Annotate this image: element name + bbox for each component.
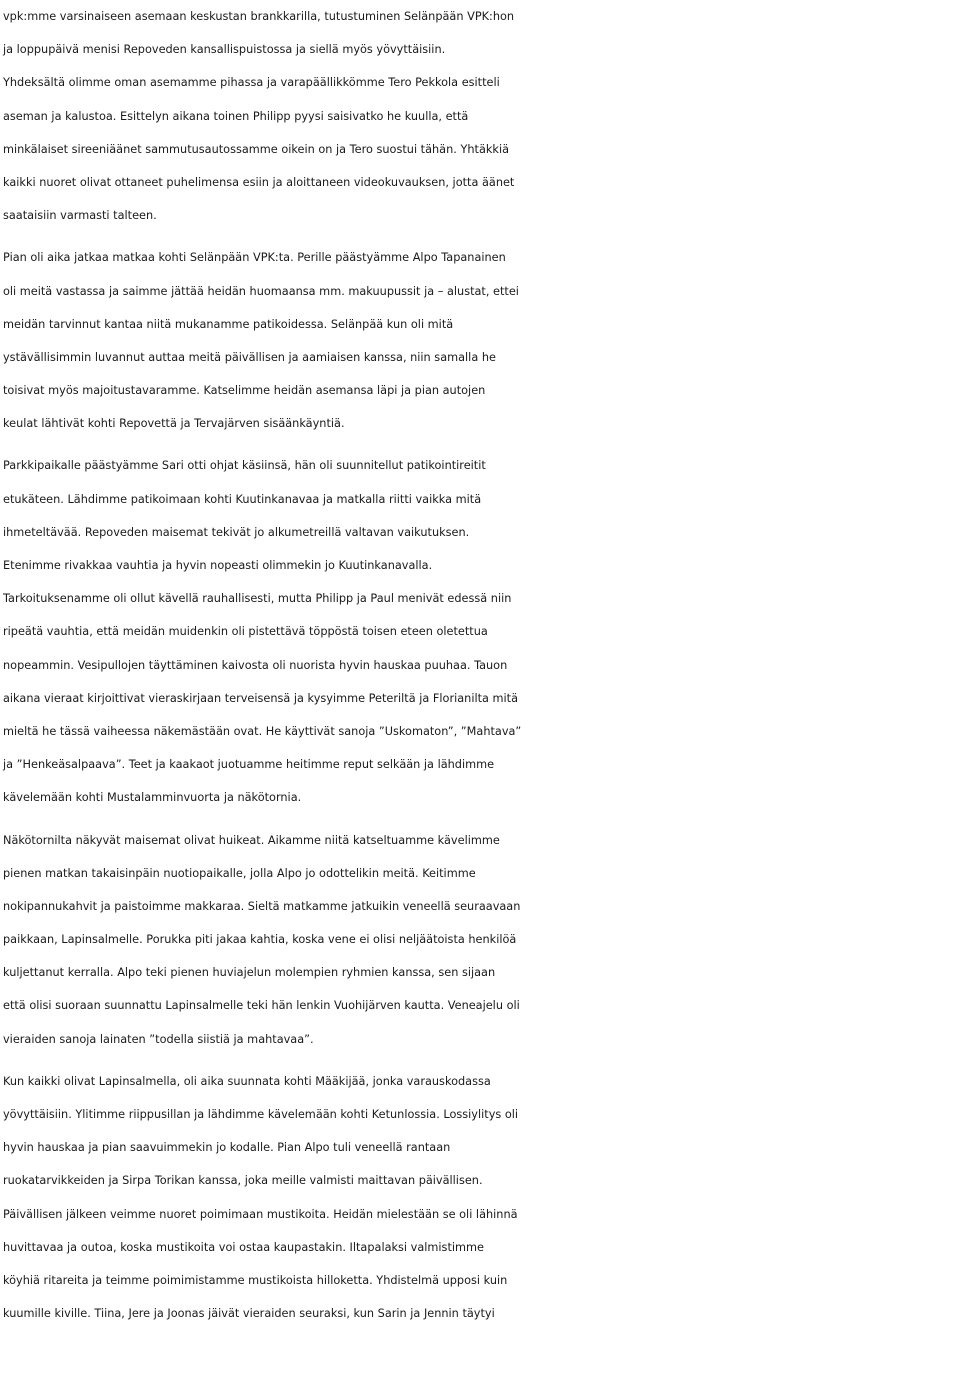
text-line: että olisi suoraan suunnattu Lapinsalmelle teki hän lenkin Vuohijärven kautta. Veneajelu oli bbox=[3, 999, 520, 1013]
text-line: hyvin hauskaa ja pian saavuimmekin jo kodalle. Pian Alpo tuli veneellä rantaan bbox=[3, 1141, 451, 1155]
text-line: aseman ja kalustoa. Esittelyn aikana toinen Philipp pyysi saisivatko he kuulla, että bbox=[3, 109, 469, 123]
paragraph bbox=[3, 241, 959, 440]
text-line: etukäteen. Lähdimme patikoimaan kohti Kuutinkanavaa ja matkalla riitti vaikka mitä bbox=[3, 492, 482, 506]
text-line: Yhdeksältä olimme oman asemamme pihassa ja varapäällikkömme Tero Pekkola esitteli bbox=[3, 76, 500, 90]
text-line: kuumille kiville. Tiina, Jere ja Joonas jäivät vieraiden seuraksi, kun Sarin ja Jennin täytyi bbox=[3, 1307, 495, 1321]
text-line: minkälaiset sireeniäänet sammutusautossamme oikein on ja Tero suostui tähän. Yhtäkkiä bbox=[3, 142, 510, 156]
text-line: ja ”Henkeäsalpaava”. Teet ja kaakaot juotuamme heitimme reput selkään ja lähdimme bbox=[3, 758, 495, 772]
paragraph-spacer bbox=[3, 440, 959, 449]
document-body bbox=[3, 0, 959, 1330]
text-line: yövyttäisiin. Ylitimme riippusillan ja lähdimme kävelemään kohti Ketunlossia. Lossiylitys oli bbox=[3, 1108, 519, 1121]
text-line: meidän tarvinnut kantaa niitä mukanamme patikoidessa. Selänpää kun oli mitä bbox=[3, 317, 454, 331]
paragraph-spacer bbox=[3, 1056, 959, 1065]
text-line: Parkkipaikalle päästyämme Sari otti ohjat käsiinsä, hän oli suunnitellut patikointireitit bbox=[3, 459, 486, 473]
paragraph-spacer bbox=[3, 232, 959, 241]
paragraph-spacer bbox=[3, 815, 959, 824]
text-line: kaikki nuoret olivat ottaneet puhelimensa esiin ja aloittaneen videokuvauksen, jotta äänet bbox=[3, 175, 515, 189]
text-line: Kun kaikki olivat Lapinsalmella, oli aika suunnata kohti Määkijää, jonka varauskodassa bbox=[3, 1074, 491, 1088]
text-line: pienen matkan takaisinpäin nuotiopaikalle, jolla Alpo jo odottelikin meitä. Keitimme bbox=[3, 866, 476, 880]
paragraph bbox=[3, 0, 959, 66]
paragraph bbox=[3, 824, 959, 1056]
text-line: ystävällisimmin luvannut auttaa meitä päivällisen ja aamiaisen kanssa, niin samalla he bbox=[3, 350, 496, 364]
text-line: kuljettanut kerralla. Alpo teki pienen huviajelun molempien ryhmien kanssa, sen sijaan bbox=[3, 966, 496, 980]
text-line: vieraiden sanoja lainaten ”todella siistiä ja mahtavaa”. bbox=[3, 1032, 314, 1046]
text-line: vpk:mme varsinaiseen asemaan keskustan brankkarilla, tutustuminen Selänpään VPK:hon bbox=[3, 10, 515, 23]
text-line: huvittavaa ja outoa, koska mustikoita voi ostaa kaupastakin. Iltapalaksi valmistimme bbox=[3, 1240, 484, 1254]
text-line: nopeammin. Vesipullojen täyttäminen kaivosta oli nuorista hyvin hauskaa puuhaa. Tauon bbox=[3, 658, 508, 672]
text-line: paikkaan, Lapinsalmelle. Porukka piti jakaa kahtia, koska vene ei olisi neljäätoista henkilöä bbox=[3, 933, 517, 947]
text-line: ihmeteltävää. Repoveden maisemat tekivät jo alkumetreillä valtavan vaikutuksen. bbox=[3, 525, 470, 539]
text-line: ruokatarvikkeiden ja Sirpa Torikan kanssa, joka meille valmisti maittavan päivällisen. bbox=[3, 1174, 483, 1188]
text-line: toisivat myös majoitustavaramme. Katselimme heidän asemansa läpi ja pian autojen bbox=[3, 384, 486, 398]
text-line: nokipannukahvit ja paistoimme makkaraa. Sieltä matkamme jatkuikin veneellä seuraavaan bbox=[3, 899, 521, 913]
text-line: Tarkoituksenamme oli ollut kävellä rauhallisesti, mutta Philipp ja Paul menivät edessä niin bbox=[3, 592, 512, 606]
text-line: mieltä he tässä vaiheessa näkemästään ovat. He käyttivät sanoja ”Uskomaton”, ”Mahtava” bbox=[3, 724, 522, 738]
text-line: Päivällisen jälkeen veimme nuoret poimimaan mustikoita. Heidän mielestään se oli lähinnä bbox=[3, 1207, 518, 1221]
text-line: kävelemään kohti Mustalamminvuorta ja näkötornia. bbox=[3, 791, 302, 805]
paragraph bbox=[3, 449, 959, 814]
text-line: oli meitä vastassa ja saimme jättää heidän huomaansa mm. makuupussit ja – alustat, ettei bbox=[3, 284, 519, 298]
text-line: saataisiin varmasti talteen. bbox=[3, 209, 157, 223]
paragraph bbox=[3, 1065, 959, 1331]
text-line: köyhiä ritareita ja teimme poimimistamme mustikoista hilloketta. Yhdistelmä upposi kuin bbox=[3, 1273, 508, 1287]
text-line: ripeätä vauhtia, että meidän muidenkin oli pistettävä töppöstä toisen eteen oletettua bbox=[3, 625, 488, 639]
text-line: aikana vieraat kirjoittivat vieraskirjaan terveisensä ja kysyimme Peteriltä ja Florianilta mitä bbox=[3, 691, 519, 705]
text-line: Pian oli aika jatkaa matkaa kohti Selänpään VPK:ta. Perille päästyämme Alpo Tapanainen bbox=[3, 251, 506, 265]
text-line: keulat lähtivät kohti Repovettä ja Tervajärven sisäänkäyntiä. bbox=[3, 417, 345, 431]
text-line: Etenimme rivakkaa vauhtia ja hyvin nopeasti olimmekin jo Kuutinkanavalla. bbox=[3, 559, 433, 572]
text-line: ja loppupäivä menisi Repoveden kansallispuistossa ja siellä myös yövyttäisiin. bbox=[3, 43, 446, 57]
text-line: Näkötornilta näkyvät maisemat olivat huikeat. Aikamme niitä katseltuamme kävelimme bbox=[3, 833, 500, 847]
paragraph bbox=[3, 66, 959, 232]
